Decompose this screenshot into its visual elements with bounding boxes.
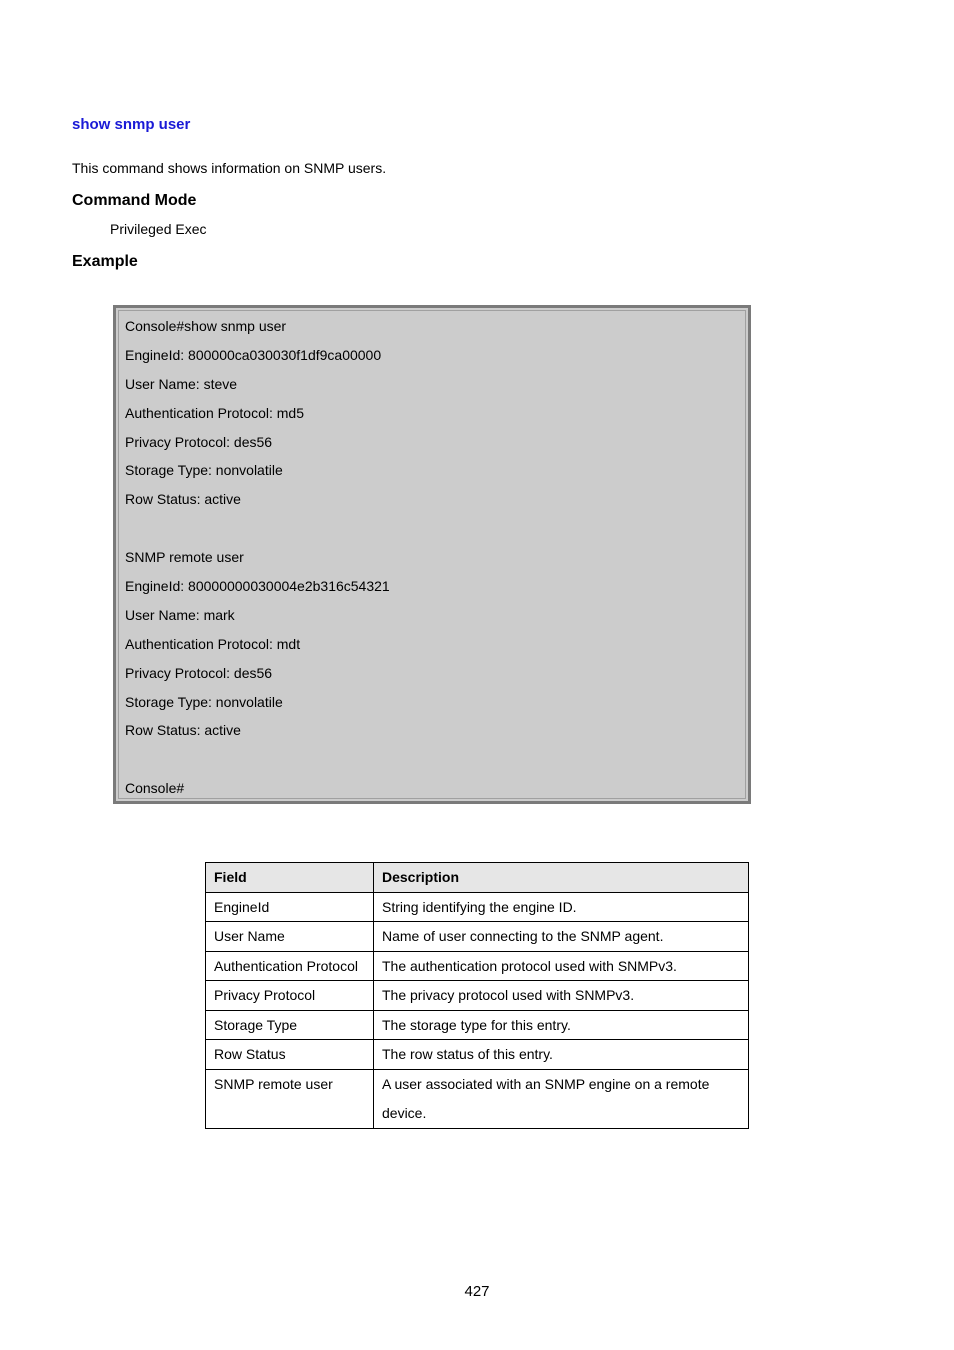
console-line: Storage Type: nonvolatile: [125, 462, 283, 479]
console-output: [113, 305, 751, 804]
console-line: User Name: steve: [125, 375, 238, 392]
table-header-row: [206, 863, 749, 893]
table-row: [206, 922, 749, 952]
console-line: [125, 518, 748, 547]
table-row: [206, 951, 749, 981]
console-line: EngineId: 800000ca030030f1df9ca00000: [125, 346, 382, 363]
console-line: Console#: [125, 780, 185, 797]
console-line: Privacy Protocol: des56: [125, 433, 273, 450]
console-line: Storage Type: nonvolatile: [125, 693, 283, 710]
example-heading: Example: [72, 253, 138, 270]
description-cell: The privacy protocol used with SNMPv3.: [374, 981, 749, 1011]
description-cell: The row status of this entry.: [374, 1040, 749, 1070]
command-description: This command shows information on SNMP users.: [72, 160, 387, 176]
description-cell: The authentication protocol used with SNMPv3.: [374, 951, 749, 981]
console-line: Authentication Protocol: md5: [125, 404, 304, 421]
console-line: Row Status: active: [125, 722, 241, 739]
field-description-table: [205, 862, 749, 1129]
description-cell: Name of user connecting to the SNMP agent.: [374, 922, 749, 952]
table-row: [206, 1040, 749, 1070]
command-mode-heading: Command Mode: [72, 192, 197, 209]
header-description: Description: [374, 863, 749, 893]
field-cell: SNMP remote user: [206, 1069, 374, 1128]
command-mode-value: Privileged Exec: [110, 221, 207, 237]
header-field: Field: [206, 863, 374, 893]
console-line: [125, 749, 748, 778]
description-cell: The storage type for this entry.: [374, 1010, 749, 1040]
console-line: Console#show snmp user: [125, 318, 287, 334]
field-cell: Row Status: [206, 1040, 374, 1070]
field-cell: Authentication Protocol: [206, 951, 374, 981]
console-line: Row Status: active: [125, 491, 241, 508]
page-number: 427: [464, 1283, 490, 1300]
console-line: Authentication Protocol: mdt: [125, 635, 301, 652]
description-cell: String identifying the engine ID.: [374, 892, 749, 922]
field-cell: Storage Type: [206, 1010, 374, 1040]
table-row: [206, 892, 749, 922]
field-cell: User Name: [206, 922, 374, 952]
console-line: SNMP remote user: [125, 549, 244, 566]
table-row: [206, 1010, 749, 1040]
command-title: show snmp user: [72, 116, 191, 133]
description-cell: A user associated with an SNMP engine on a remote device.: [374, 1069, 749, 1128]
console-line: Privacy Protocol: des56: [125, 664, 273, 681]
console-line: User Name: mark: [125, 606, 235, 623]
console-line: EngineId: 80000000030004e2b316c54321: [125, 578, 390, 595]
table-row: [206, 1069, 749, 1128]
field-cell: Privacy Protocol: [206, 981, 374, 1011]
table-row: [206, 981, 749, 1011]
field-cell: EngineId: [206, 892, 374, 922]
